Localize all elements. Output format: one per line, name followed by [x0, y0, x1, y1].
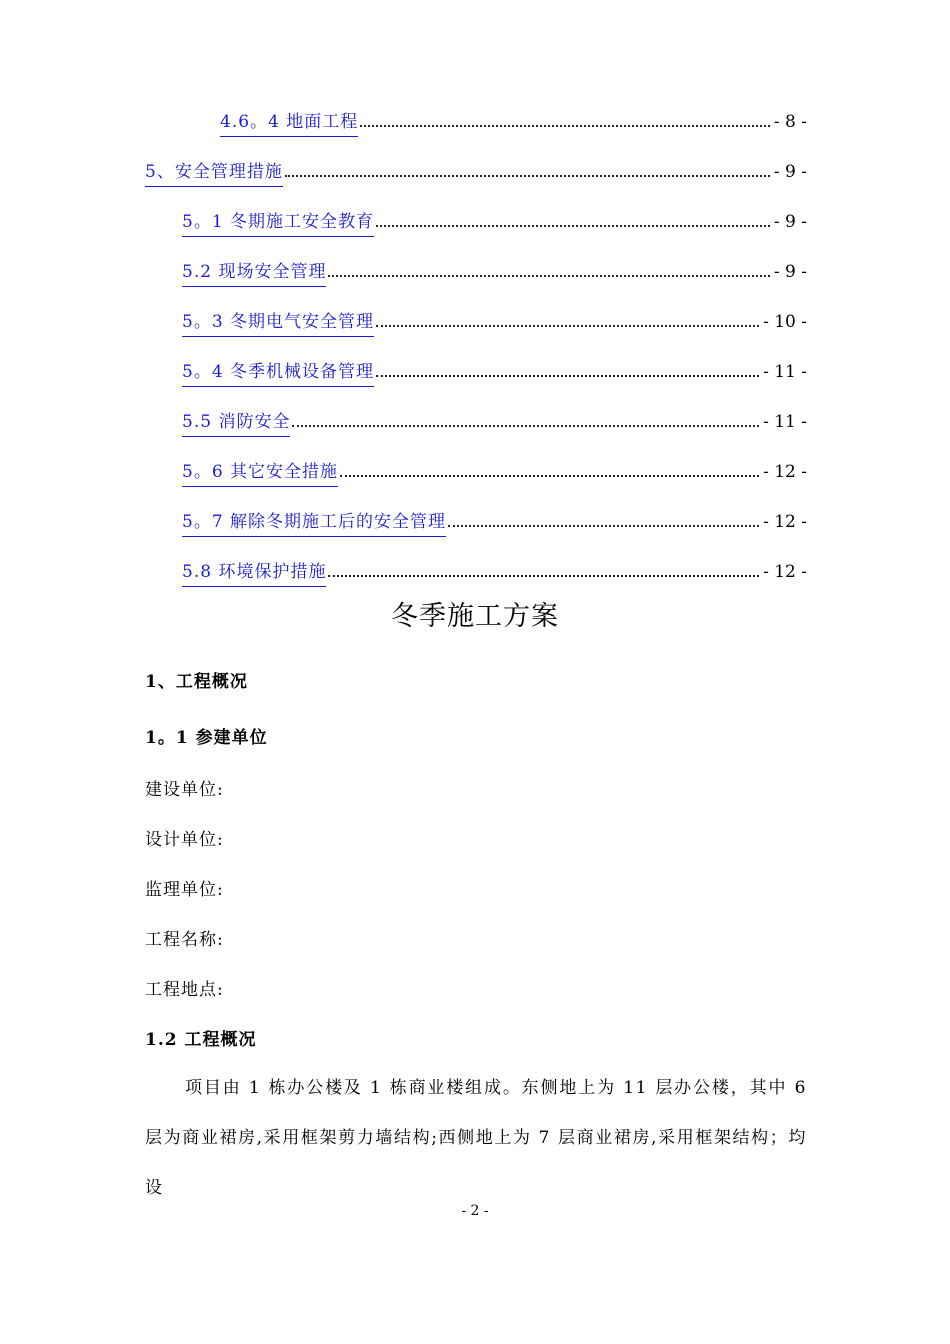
toc-leader-dots	[285, 175, 770, 177]
toc-page-number: - 9 -	[773, 162, 807, 182]
field-label: 设计单位:	[145, 830, 224, 850]
toc-leader-dots	[328, 275, 769, 277]
toc-link[interactable]: 5.8 环境保护措施	[182, 560, 326, 587]
toc-page-number: - 12 -	[763, 562, 807, 582]
toc-entry	[182, 310, 807, 337]
toc-entry	[182, 560, 807, 587]
toc-leader-dots	[340, 475, 759, 477]
toc-entry	[182, 360, 807, 387]
page-number-footer: - 2 -	[461, 1203, 489, 1219]
field-label: 工程名称:	[145, 930, 224, 950]
toc-link[interactable]: 5。6 其它安全措施	[182, 460, 338, 487]
subsection-heading: 1.2 工程概况	[145, 1030, 257, 1050]
toc-page-number: - 11 -	[763, 362, 807, 382]
toc-leader-dots	[448, 525, 759, 527]
toc-entry	[145, 160, 807, 187]
toc-entry	[182, 210, 807, 237]
toc-leader-dots	[376, 225, 770, 227]
toc-link[interactable]: 5。3 冬期电气安全管理	[182, 310, 374, 337]
toc-link[interactable]: 5。7 解除冬期施工后的安全管理	[182, 510, 446, 537]
body-paragraph: 项目由 1 栋办公楼及 1 栋商业楼组成。东侧地上为 11 层办公楼，其中 6 层为商业裙房,采用框架剪力墙结构;西侧地上为 7 层商业裙房,采用框架结构；均设	[145, 1078, 807, 1198]
toc-page-number: - 9 -	[773, 262, 807, 282]
toc-entry	[182, 460, 807, 487]
toc-page-number: - 10 -	[763, 312, 807, 332]
toc-page-number: - 11 -	[763, 412, 807, 432]
toc-leader-dots	[360, 125, 770, 127]
toc-link[interactable]: 5、安全管理措施	[145, 160, 283, 187]
toc-entry	[182, 410, 807, 437]
document-title: 冬季施工方案	[391, 601, 559, 632]
toc-page-number: - 8 -	[773, 112, 807, 132]
toc-page-number: - 12 -	[763, 462, 807, 482]
subsection-heading: 1。1 参建单位	[145, 728, 268, 748]
toc-leader-dots	[292, 425, 759, 427]
toc-link[interactable]: 5。1 冬期施工安全教育	[182, 210, 374, 237]
toc-entry	[182, 260, 807, 287]
toc-link[interactable]: 4.6。4 地面工程	[220, 110, 358, 137]
section-heading: 1、工程概况	[145, 672, 248, 692]
toc-page-number: - 12 -	[763, 512, 807, 532]
toc-link[interactable]: 5.5 消防安全	[182, 410, 290, 437]
toc-entry	[220, 110, 807, 137]
toc-leader-dots	[376, 375, 759, 377]
toc-leader-dots	[328, 575, 759, 577]
toc-link[interactable]: 5.2 现场安全管理	[182, 260, 326, 287]
field-label: 建设单位:	[145, 780, 224, 800]
toc-entry	[182, 510, 807, 537]
field-label: 工程地点:	[145, 980, 224, 1000]
toc-page-number: - 9 -	[773, 212, 807, 232]
field-label: 监理单位:	[145, 880, 224, 900]
toc-leader-dots	[376, 325, 759, 327]
toc-link[interactable]: 5。4 冬季机械设备管理	[182, 360, 374, 387]
